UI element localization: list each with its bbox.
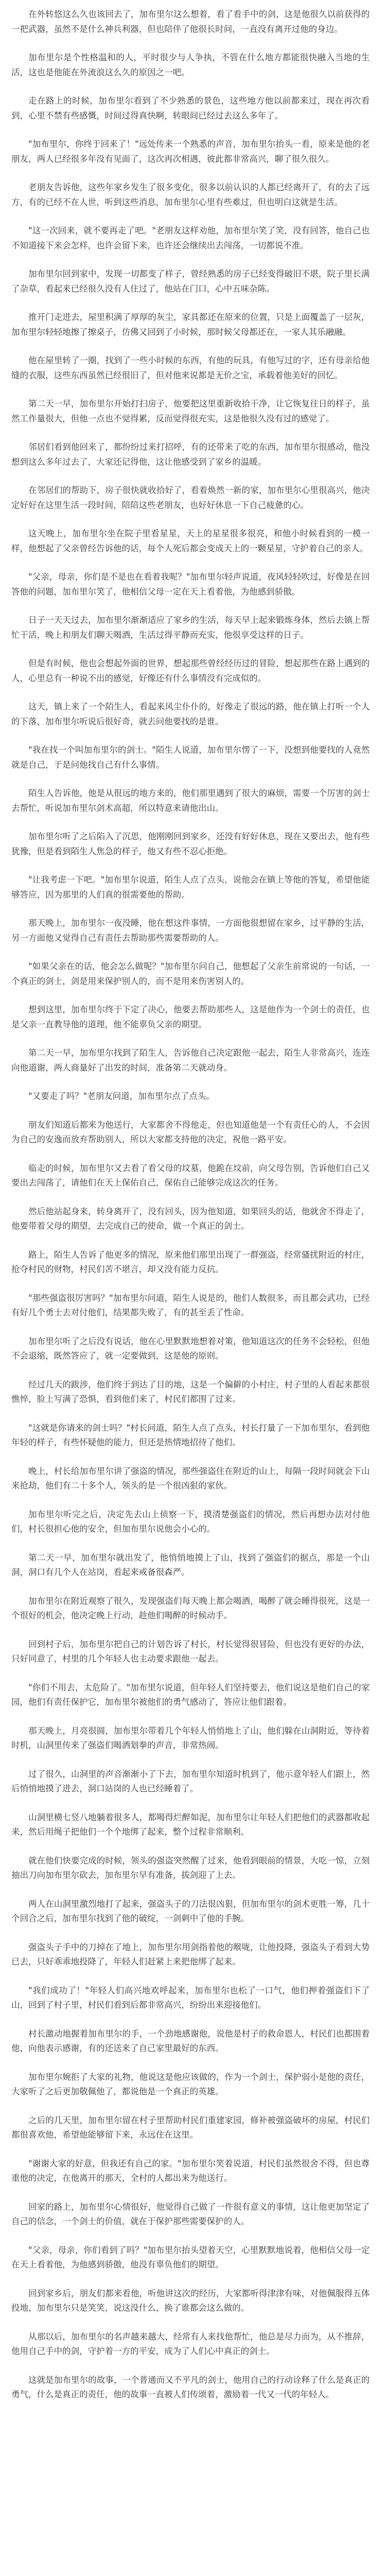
paragraph: 这天晚上，加布里尔坐在院子里看星星，天上的星星很多很亮，和他小时候看到的一模一样，他想起了父亲曾经告诉他的话，每个人死后都会变成天上的一颗星星，守护着自己的亲人。 [11, 529, 370, 553]
paragraph: 第二天一早，加布里尔找到了陌生人，告诉他自己决定跟他一起去，陌生人非常高兴，连连向他道谢，两人商量好了出发的时间，准备第二天就动身。 [11, 1048, 370, 1073]
paragraph: "又要走了吗？"老朋友问道，加布里尔点了点头。 [28, 1091, 215, 1101]
paragraph: 加布里尔听了之后没有说话，他在心里默默地想着对策，他知道这次的任务不会轻松，但他不会退缩，既然答应了，就一定要做到，这是他的原则。 [11, 1336, 370, 1361]
paragraph: 经过几天的跋涉，他们终于到达了目的地，这是一个偏僻的小村庄，村子里的人看起来都很憔悴，脸上写满了恐惧，看到他们来了，村民们都围了过来。 [11, 1379, 370, 1404]
paragraph: 回家的路上，加布里尔心情很好，他觉得自己做了一件很有意义的事情，这让他更加坚定了自己的信念，一个剑士的价值，就在于保护那些需要保护的人。 [11, 2201, 370, 2226]
paragraph: 路上，陌生人告诉了他更多的情况，原来他们那里出现了一群强盗，经常骚扰附近的村庄，抢夺村民的财物，村民们苦不堪言，却又没有能力反抗。 [11, 1249, 370, 1274]
paragraph: 那天晚上，月亮很圆，加布里尔带着几个年轻人悄悄地上了山，他们躲在山洞附近，等待着时机，山洞里传来了强盗们喝酒划拳的声音，非常热闹。 [11, 1725, 370, 1750]
paragraph: 他在屋里转了一圈，找到了一些小时候的东西，有他的玩具，有他写过的字，还有母亲给他缝的衣服，这些东西虽然已经很旧了，但对他来说都是无价之宝，承载着他美好的回忆。 [11, 355, 370, 380]
paragraph: 在邻居们的帮助下，房子很快就收拾好了，看着焕然一新的家，加布里尔心里很高兴，他决定好好在这里生活一段时间，陪陪这些老朋友，也好好休息一下自己疲惫的心。 [11, 485, 370, 510]
paragraph: "我在找一个叫加布里尔的剑士。"陌生人说道，加布里尔愣了一下，没想到他要找的人竟然就是自己，于是问他找自己有什么事情。 [11, 745, 370, 770]
paragraph: 回到村子后，加布里尔把自己的计划告诉了村长，村长觉得很冒险，但也没有更好的办法，只好同意了，村里的几个年轻人也主动要求跟他一起去。 [11, 1639, 370, 1664]
paragraph: 加布里尔是个性格温和的人，平时很少与人争执，不管在什么地方都能很快融入当地的生活，这也是他能在外流浪这么久的原因之一吧。 [11, 53, 370, 77]
paragraph: 日子一天天过去，加布里尔渐渐适应了家乡的生活，每天早上起来锻炼身体，然后去镇上帮忙干活，晚上和朋友们聊天喝酒，生活过得平静而充实，他很享受这样的日子。 [11, 615, 370, 640]
paragraph: 走在路上的时候，加布里尔看到了不少熟悉的景色，这些地方他以前都来过，现在再次看到，心里不禁有些感慨，时间过得真快啊，转眼间已经过去这么多年了。 [11, 96, 370, 121]
paragraph: 想到这里，加布里尔终于下定了决心，他要去帮助那些人，这是他作为一个剑士的责任，也是父亲一直教导他的道理，他不能辜负父亲的期望。 [11, 1005, 370, 1029]
paragraph: 第二天一早，加布里尔开始打扫房子，他要把这里重新收拾干净，让它恢复往日的样子，虽然工作量很大，但他一点也不觉得累，反而觉得很充实，这是他很久没有过的感觉了。 [11, 399, 370, 423]
paragraph: 加布里尔婉拒了大家的礼物，他说这是他应该做的，作为一个剑士，保护弱小是他的责任，大家听了之后更加敬佩他了，都说他是一个真正的英雄。 [11, 2072, 370, 2096]
paragraph: 那天晚上，加布里尔一夜没睡，他在想这件事情，一方面他很想留在家乡，过平静的生活，另一方面他又觉得自己有责任去帮助那些需要帮助的人。 [11, 918, 370, 943]
paragraph: 加布里尔听了之后陷入了沉思，他刚刚回到家乡，还没有好好休息，现在又要出去，他有些犹豫，但是看到陌生人焦急的样子，他又有些不忍心拒绝。 [11, 832, 370, 856]
paragraph: 在外转悠这么久也该回去了，加布里尔这么想着，看了看手中的剑，这是他很久以前获得的一把武器，虽然不是什么神兵利器，但也陪伴了他很长时间，一直没有离开过他的身边。 [11, 9, 370, 34]
paragraph: 第二天一早，加布里尔就出发了，他悄悄地摸上了山，找到了强盗们的据点，那是一个山洞，洞口有几个人在站岗，看起来戒备很森严。 [11, 1552, 370, 1577]
paragraph: 强盗头子手中的刀掉在了地上，加布里尔用剑指着他的喉咙，让他投降，强盗头子看到大势已去，只好乖乖地投降了，年轻人们赶紧上来把他绑了起来。 [11, 1942, 370, 1967]
paragraph: 加布里尔听完之后，决定先去山上侦察一下，摸清楚强盗们的情况，然后再想办法对付他们，村长很担心他的安全，但加布里尔说他会小心的。 [11, 1509, 370, 1534]
paragraph: 朋友们知道后都来为他送行，大家都舍不得他走，但也知道他是一个有责任心的人，不会因为自己的安逸而放弃帮助别人，所以大家都支持他的决定，祝他一路平安。 [11, 1120, 370, 1144]
paragraph: 陌生人告诉他，他是从很远的地方来的，他们那里遇到了很大的麻烦，需要一个厉害的剑士去帮忙，听说加布里尔剑术高超，所以特意来请他出山。 [11, 788, 370, 813]
paragraph: "父亲，母亲，你们看到了吗？"加布里尔抬头望着天空，心里默默地说着，他相信父母一定在天上看着他，为他感到骄傲，他没有辜负他们的期望。 [11, 2245, 370, 2269]
paragraph: 老朋友告诉他，这些年家乡发生了很多变化，很多以前认识的人都已经离开了，有的去了远方，有的已经不在人世，听到这些消息，加布里尔心里有些难过，但也明白这就是生活。 [11, 182, 370, 207]
paragraph: "加布里尔，你终于回来了！"远处传来一个熟悉的声音，加布里尔抬头一看，原来是他的老朋友，两人已经很多年没有见面了，这次再次相遇，彼此都非常高兴，聊了很久很久。 [11, 139, 370, 164]
paragraph: 但是有时候，他也会想起外面的世界，想起那些曾经经历过的冒险，想起那些在路上遇到的人，心里总有一种说不出的感觉，好像还有什么事情没有完成似的。 [11, 658, 370, 683]
paragraph: 这天，镇上来了一个陌生人，看起来风尘仆仆的，好像走了很远的路，他在镇上打听一个人的下落，加布里尔听说后很好奇，就去问他要找的是谁。 [11, 702, 370, 726]
paragraph: 邻居们看到他回来了，都纷纷过来打招呼，有的还带来了吃的东西，加布里尔很感动，他没想到这么多年过去了，大家还记得他，这让他感受到了家乡的温暖。 [11, 442, 370, 467]
paragraph: "这一次回来，就不要再走了吧。"老朋友这样劝他，加布里尔笑了笑，没有回答，他自己也不知道接下来会怎样，也许会留下来，也许还会继续出去闯荡，一切都说不准。 [11, 226, 370, 250]
paragraph: "如果父亲在的话，他会怎么做呢？"加布里尔问自己，他想起了父亲生前常说的一句话，一个真正的剑士，剑是用来保护别人的，而不是用来伤害别人的。 [11, 961, 370, 986]
paragraph: 加布里尔回到家中，发现一切都变了样子，曾经熟悉的房子已经变得破旧不堪，院子里长满了杂草，看起来已经很久没有人住过了，他站在门口，心中五味杂陈。 [11, 269, 370, 294]
paragraph: 就在他们快要完成的时候，领头的强盗突然醒了过来，他看到眼前的情景，大吃一惊，立刻抽出刀向加布里尔砍去，加布里尔早有准备，拔剑迎了上去。 [11, 1855, 370, 1880]
paragraph: 然后他站起身来，转身离开了，没有回头，因为他知道，如果回头的话，他就舍不得走了，他要带着父母的期望，去完成自己的使命，做一个真正的剑士。 [11, 1206, 370, 1231]
paragraph: "父亲，母亲，你们是不是也在看着我呢？"加布里尔轻声说道，夜风轻轻吹过，好像是在回答他的问题，加布里尔笑了，他相信父母一定在天上看着他，为他感到骄傲。 [11, 572, 370, 597]
paragraph: 过了很久，山洞里的声音渐渐小了下去，加布里尔知道时机到了，他示意年轻人们跟上，然后悄悄地摸了进去，洞口站岗的人也已经睡着了。 [11, 1769, 370, 1793]
paragraph: 从那以后，加布里尔的名声越来越大，经常有人来找他帮忙，他总是尽力而为，从不推辞，他用自己手中的剑，守护着一方的平安，成为了人们心中真正的剑士。 [11, 2331, 370, 2356]
paragraph: 村长激动地握着加布里尔的手，一个劲地感谢他，说他是村子的救命恩人，村民们也都围着他，向他表示感谢，有的还送来了自己家里最好的东西。 [11, 2028, 370, 2053]
paragraph: 加布里尔在附近观察了很久，发现强盗们每天晚上都会喝酒，喝醉了就会睡得很死，这是一个很好的机会，他决定晚上行动，趁他们喝醉的时候动手。 [11, 1596, 370, 1620]
paragraph: 回到家乡后，朋友们都来看他，听他讲这次的经历，大家都听得津津有味，对他佩服得五体投地，加布里尔只是笑笑，说这没什么，换了谁都会这么做的。 [11, 2288, 370, 2313]
paragraph: 临走的时候，加布里尔又去看了看父母的坟墓，他跪在坟前，向父母告别，告诉他们自己又要出去闯荡了，请他们在天上保佑自己，保佑自己能够完成这次的任务。 [11, 1163, 370, 1188]
paragraph: "你们不用去，太危险了。"加布里尔说道，但年轻人们坚持要去，他们说这是他们自己的家园，他们有责任保护它，加布里尔被他们的勇气感动了，答应让他们跟着。 [11, 1682, 370, 1707]
paragraph: 晚上，村长给加布里尔讲了强盗的情况，那些强盗住在附近的山上，每隔一段时间就会下山来抢劫，他们有二十多个人，领头的是一个很凶狠的家伙。 [11, 1466, 370, 1490]
paragraph: 推开门走进去，屋里积满了厚厚的灰尘，家具都还在原来的位置，只是上面覆盖了一层灰，加布里尔轻轻地擦了擦桌子，仿佛又回到了小时候，那时候父母都还在，一家人其乐融融。 [11, 312, 370, 337]
paragraph: "谢谢大家的好意，但我还有自己的家。"加布里尔笑着说道，村民们虽然很舍不得，但也尊重他的决定，在他离开的那天，全村的人都出来为他送行。 [11, 2158, 370, 2183]
paragraph: "那些强盗很厉害吗？"加布里尔问道，陌生人说是的，他们人数很多，而且都会武功，已经有好几个勇士去对付他们，结果都失败了，有的甚至丢了性命。 [11, 1293, 370, 1317]
paragraph: "这就是你请来的剑士吗？"村长问道，陌生人点了点头，村长打量了一下加布里尔，看到他年轻的样子，有些怀疑他的能力，但还是热情地招待了他们。 [11, 1422, 370, 1447]
paragraph: "我们成功了！"年轻人们高兴地欢呼起来，加布里尔也松了一口气，他们押着强盗们下了山，回到了村子里，村民们看到后都非常高兴，纷纷出来迎接他们。 [11, 1985, 370, 2010]
paragraph: 两人在山洞里激烈地打了起来，强盗头子的刀法很凶狠，但加布里尔的剑术更胜一筹，几十个回合之后，加布里尔找到了他的破绽，一剑刺中了他的手腕。 [11, 1899, 370, 1923]
paragraph: 这就是加布里尔的故事，一个普通而又不平凡的剑士，他用自己的行动诠释了什么是真正的勇气，什么是真正的责任，他的故事一直被人们传颂着，激励着一代又一代的年轻人。 [11, 2375, 370, 2399]
paragraph: 山洞里横七竖八地躺着很多人，都喝得烂醉如泥，加布里尔让年轻人们把他们的武器都收起来，然后用绳子把他们一个个地绑了起来，整个过程非常顺利。 [11, 1812, 370, 1837]
paragraph: 之后的几天里，加布里尔留在村子里帮助村民们重建家园，修补被强盗破坏的房屋，村民们都很喜欢他，希望他能够留下来，永远住在这里。 [11, 2115, 370, 2140]
paragraph: "让我考虑一下吧。"加布里尔说道，陌生人点了点头，说他会在镇上等他的答复，希望他能够答应，因为那里的人们真的很需要他的帮助。 [11, 875, 370, 900]
